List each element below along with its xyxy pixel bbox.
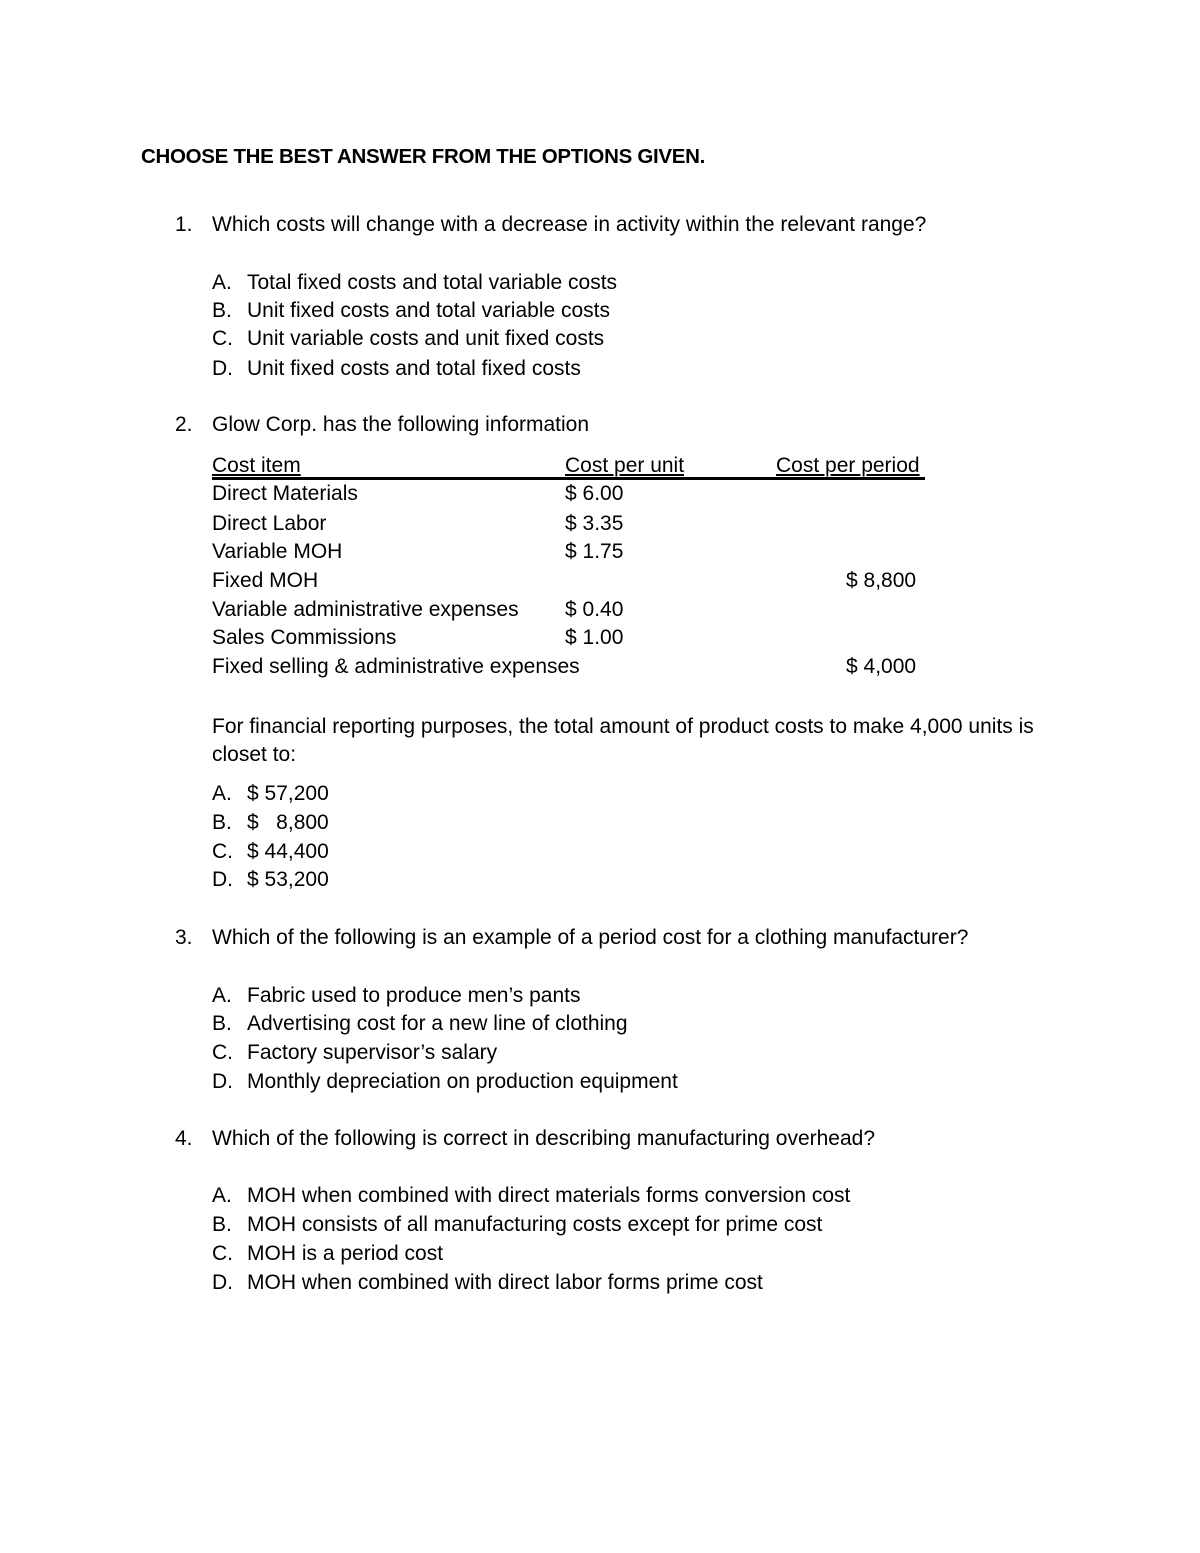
page-heading: CHOOSE THE BEST ANSWER FROM THE OPTIONS GIVEN. bbox=[141, 145, 706, 168]
q4-option-c bbox=[212, 1242, 443, 1266]
option-text: $ 44,400 bbox=[247, 840, 329, 863]
table-header-cost-item: Cost item bbox=[212, 454, 301, 477]
question-1 bbox=[175, 213, 926, 237]
question-text: Which costs will change with a decrease in activity within the relevant range? bbox=[212, 213, 927, 236]
q4-option-b bbox=[212, 1213, 822, 1237]
option-letter: A. bbox=[212, 271, 232, 294]
table-cell-item: Direct Labor bbox=[212, 512, 327, 535]
option-letter: B. bbox=[212, 1213, 232, 1236]
table-cell-item: Fixed MOH bbox=[212, 569, 319, 592]
table-cell-unit: $ 3.35 bbox=[565, 512, 624, 535]
option-letter: A. bbox=[212, 984, 232, 1007]
question-2 bbox=[175, 413, 589, 437]
option-text: Unit variable costs and unit fixed costs bbox=[247, 327, 605, 350]
option-text: Fabric used to produce men’s pants bbox=[247, 984, 581, 1007]
table-header-rule bbox=[212, 477, 925, 480]
table-cell-period: $ 8,800 bbox=[846, 569, 917, 592]
option-letter: C. bbox=[212, 840, 233, 863]
option-letter: C. bbox=[212, 327, 233, 350]
table-cell-unit: $ 1.00 bbox=[565, 626, 624, 649]
option-text: Factory supervisor’s salary bbox=[247, 1041, 498, 1064]
question-number: 3. bbox=[175, 926, 193, 949]
option-text: Total fixed costs and total variable costs bbox=[247, 271, 618, 294]
option-text: $ 57,200 bbox=[247, 782, 329, 805]
option-text: MOH consists of all manufacturing costs except for prime cost bbox=[247, 1213, 823, 1236]
q1-option-a bbox=[212, 271, 617, 295]
option-text: MOH when combined with direct labor forms prime cost bbox=[247, 1271, 763, 1294]
option-text: Monthly depreciation on production equipment bbox=[247, 1070, 678, 1093]
question-4 bbox=[175, 1127, 875, 1151]
table-header-cost-per-period: Cost per period bbox=[776, 454, 920, 477]
option-letter: B. bbox=[212, 1012, 232, 1035]
table-cell-item: Variable MOH bbox=[212, 540, 343, 563]
table-cell-unit: $ 1.75 bbox=[565, 540, 624, 563]
q4-option-a bbox=[212, 1184, 850, 1208]
option-letter: B. bbox=[212, 811, 232, 834]
q1-option-b bbox=[212, 299, 610, 323]
table-cell-unit: $ 0.40 bbox=[565, 598, 624, 621]
question-number: 4. bbox=[175, 1127, 193, 1150]
q3-option-b bbox=[212, 1012, 628, 1036]
option-letter: D. bbox=[212, 1070, 233, 1093]
option-text: MOH when combined with direct materials forms conversion cost bbox=[247, 1184, 851, 1207]
question-number: 2. bbox=[175, 413, 193, 436]
q2-option-c bbox=[212, 840, 329, 864]
q2-option-a bbox=[212, 782, 329, 806]
question-text: Glow Corp. has the following information bbox=[212, 413, 590, 436]
q3-option-a bbox=[212, 984, 580, 1008]
table-cell-unit: $ 6.00 bbox=[565, 482, 624, 505]
option-text: MOH is a period cost bbox=[247, 1242, 444, 1265]
q2-option-b bbox=[212, 811, 329, 835]
question-text: Which of the following is correct in describing manufacturing overhead? bbox=[212, 1127, 876, 1150]
q1-option-c bbox=[212, 327, 604, 351]
option-text: Unit fixed costs and total variable costs bbox=[247, 299, 611, 322]
table-cell-item: Direct Materials bbox=[212, 482, 358, 505]
option-letter: C. bbox=[212, 1242, 233, 1265]
q3-option-d bbox=[212, 1070, 678, 1094]
table-cell-item: Variable administrative expenses bbox=[212, 598, 519, 621]
table-header-cost-per-unit: Cost per unit bbox=[565, 454, 685, 477]
option-letter: A. bbox=[212, 1184, 232, 1207]
option-text: $ 53,200 bbox=[247, 868, 329, 891]
table-cell-item: Fixed selling & administrative expenses bbox=[212, 655, 580, 678]
option-letter: D. bbox=[212, 868, 233, 891]
question-2-prompt: For financial reporting purposes, the total amount of product costs to make 4,000 units is closet to: bbox=[212, 715, 1034, 766]
question-number: 1. bbox=[175, 213, 193, 236]
question-text: Which of the following is an example of a period cost for a clothing manufacturer? bbox=[212, 926, 969, 949]
q1-option-d bbox=[212, 357, 581, 381]
option-letter: C. bbox=[212, 1041, 233, 1064]
table-cell-period: $ 4,000 bbox=[846, 655, 917, 678]
option-letter: B. bbox=[212, 299, 232, 322]
option-letter: D. bbox=[212, 1271, 233, 1294]
q4-option-d bbox=[212, 1271, 763, 1295]
q2-option-d bbox=[212, 868, 329, 892]
option-letter: D. bbox=[212, 357, 233, 380]
q3-option-c bbox=[212, 1041, 497, 1065]
option-text: Advertising cost for a new line of clothing bbox=[247, 1012, 628, 1035]
option-text: Unit fixed costs and total fixed costs bbox=[247, 357, 581, 380]
option-text: $ 8,800 bbox=[247, 811, 329, 834]
table-cell-item: Sales Commissions bbox=[212, 626, 397, 649]
question-3 bbox=[175, 926, 968, 950]
option-letter: A. bbox=[212, 782, 232, 805]
